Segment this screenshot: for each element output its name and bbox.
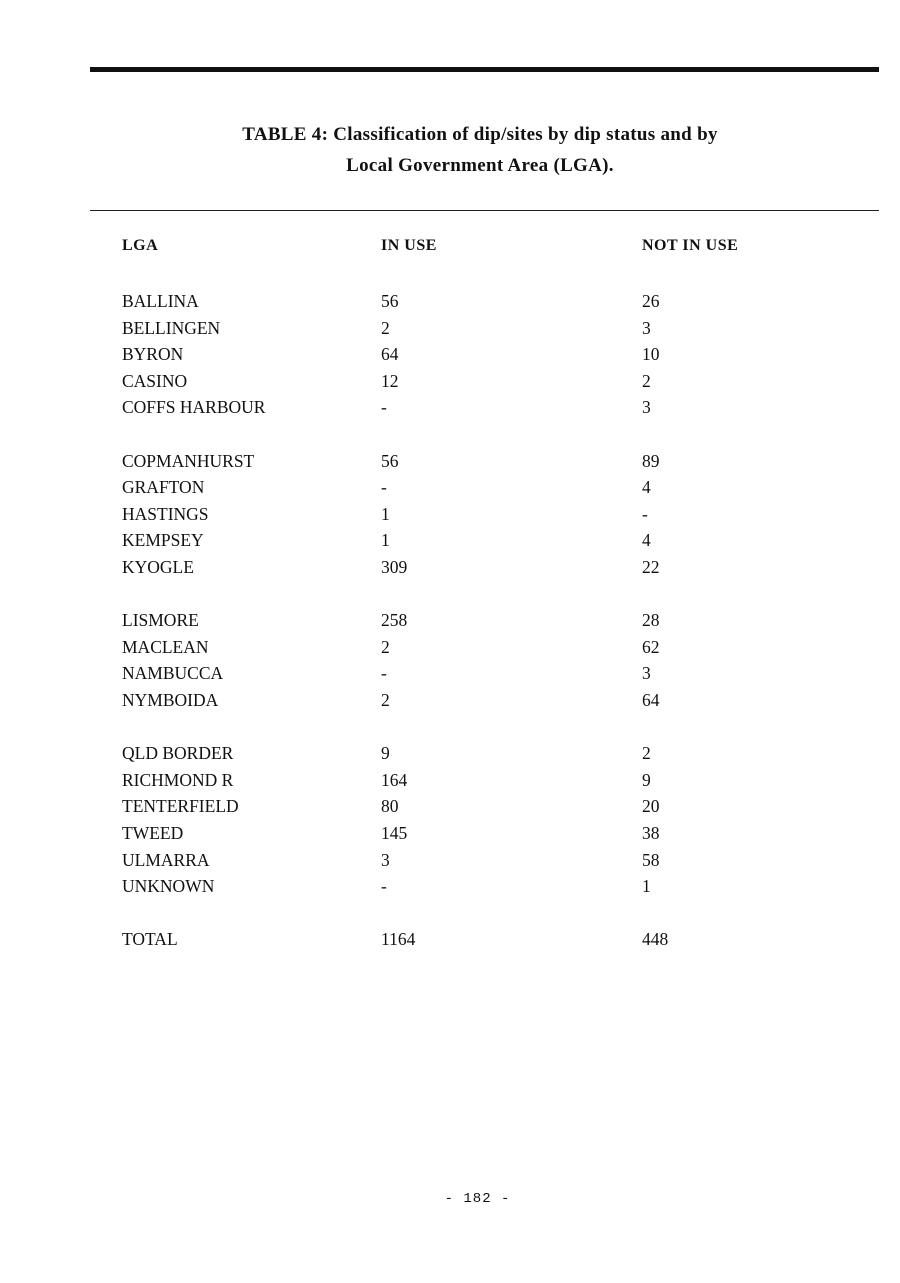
column-header-lga: LGA xyxy=(122,237,159,254)
table-row xyxy=(0,474,900,500)
table-row xyxy=(0,288,900,314)
not-in-use-cell: 28 xyxy=(642,610,660,631)
in-use-cell: 145 xyxy=(381,823,408,843)
lga-cell: TOTAL xyxy=(122,929,178,950)
lga-cell: KYOGLE xyxy=(122,557,194,577)
not-in-use-cell: 2 xyxy=(642,743,651,764)
not-in-use-cell: 9 xyxy=(642,769,651,790)
not-in-use-cell: 448 xyxy=(642,929,669,950)
not-in-use-cell: 89 xyxy=(642,450,660,471)
lga-cell: COFFS HARBOUR xyxy=(122,397,266,418)
lga-cell: QLD BORDER xyxy=(122,743,234,764)
table-row xyxy=(0,341,900,367)
lga-cell: ULMARRA xyxy=(122,849,210,870)
in-use-cell: 1 xyxy=(381,503,390,524)
in-use-cell: 1164 xyxy=(381,929,416,950)
in-use-cell: 9 xyxy=(381,743,390,764)
lga-cell: NAMBUCCA xyxy=(122,663,224,684)
not-in-use-cell: 4 xyxy=(642,530,651,551)
table-row xyxy=(0,394,900,420)
in-use-cell: 1 xyxy=(381,530,390,551)
lga-cell: BYRON xyxy=(122,344,184,365)
lga-cell: BELLINGEN xyxy=(122,317,221,338)
table-row xyxy=(0,793,900,819)
not-in-use-cell: 10 xyxy=(642,344,660,365)
table-row xyxy=(0,554,900,580)
table-row xyxy=(0,501,900,527)
in-use-cell: 80 xyxy=(381,796,399,817)
lga-cell: NYMBOIDA xyxy=(122,690,219,710)
in-use-cell: - xyxy=(381,663,387,684)
not-in-use-cell: - xyxy=(642,503,648,524)
table-row xyxy=(0,820,900,846)
not-in-use-cell: 26 xyxy=(642,291,660,311)
not-in-use-cell: 4 xyxy=(642,477,651,498)
in-use-cell: 64 xyxy=(381,344,399,365)
not-in-use-cell: 64 xyxy=(642,690,660,710)
lga-cell: UNKNOWN xyxy=(122,876,215,897)
in-use-cell: 56 xyxy=(381,291,399,311)
lga-cell: COPMANHURST xyxy=(122,450,255,471)
column-header-not-in-use: NOT IN USE xyxy=(642,237,739,254)
not-in-use-cell: 22 xyxy=(642,557,660,577)
table-row xyxy=(0,847,900,873)
not-in-use-cell: 3 xyxy=(642,397,651,418)
column-header-in-use: IN USE xyxy=(381,237,437,254)
caption-line-1: TABLE 4: Classification of dip/sites by dip status and by xyxy=(242,124,718,145)
in-use-cell: 2 xyxy=(381,636,390,657)
table-row xyxy=(0,607,900,633)
not-in-use-cell: 58 xyxy=(642,849,660,870)
table-row xyxy=(0,634,900,660)
table-row xyxy=(0,368,900,394)
not-in-use-cell: 3 xyxy=(642,663,651,684)
in-use-cell: 309 xyxy=(381,557,408,577)
lga-cell: CASINO xyxy=(122,370,188,391)
table-row xyxy=(0,873,900,899)
caption-line-2: Local Government Area (LGA). xyxy=(346,155,614,176)
table-row xyxy=(0,660,900,686)
lga-cell: TWEED xyxy=(122,823,184,843)
in-use-cell: - xyxy=(381,397,387,418)
in-use-cell: - xyxy=(381,477,387,498)
not-in-use-cell: 2 xyxy=(642,370,651,391)
table-row xyxy=(0,740,900,766)
table-row xyxy=(0,527,900,553)
table-row xyxy=(0,767,900,793)
page-number: - 182 - xyxy=(444,1191,511,1207)
not-in-use-cell: 3 xyxy=(642,317,651,338)
not-in-use-cell: 62 xyxy=(642,636,660,657)
in-use-cell: - xyxy=(381,876,387,897)
lga-cell: GRAFTON xyxy=(122,477,205,498)
in-use-cell: 2 xyxy=(381,690,390,710)
lga-cell: TENTERFIELD xyxy=(122,796,239,817)
lga-cell: BALLINA xyxy=(122,291,199,311)
lga-cell: LISMORE xyxy=(122,610,199,631)
table-row xyxy=(0,315,900,341)
table-row xyxy=(0,687,900,713)
in-use-cell: 3 xyxy=(381,849,390,870)
not-in-use-cell: 1 xyxy=(642,876,651,897)
not-in-use-cell: 38 xyxy=(642,823,660,843)
in-use-cell: 258 xyxy=(381,610,408,631)
table-row xyxy=(0,448,900,474)
not-in-use-cell: 20 xyxy=(642,796,660,817)
total-row xyxy=(0,926,900,952)
lga-cell: KEMPSEY xyxy=(122,530,204,551)
lga-cell: RICHMOND R xyxy=(122,769,234,790)
in-use-cell: 12 xyxy=(381,370,399,391)
in-use-cell: 2 xyxy=(381,317,390,338)
in-use-cell: 56 xyxy=(381,450,399,471)
lga-cell: MACLEAN xyxy=(122,636,209,657)
in-use-cell: 164 xyxy=(381,769,408,790)
lga-cell: HASTINGS xyxy=(122,503,209,524)
